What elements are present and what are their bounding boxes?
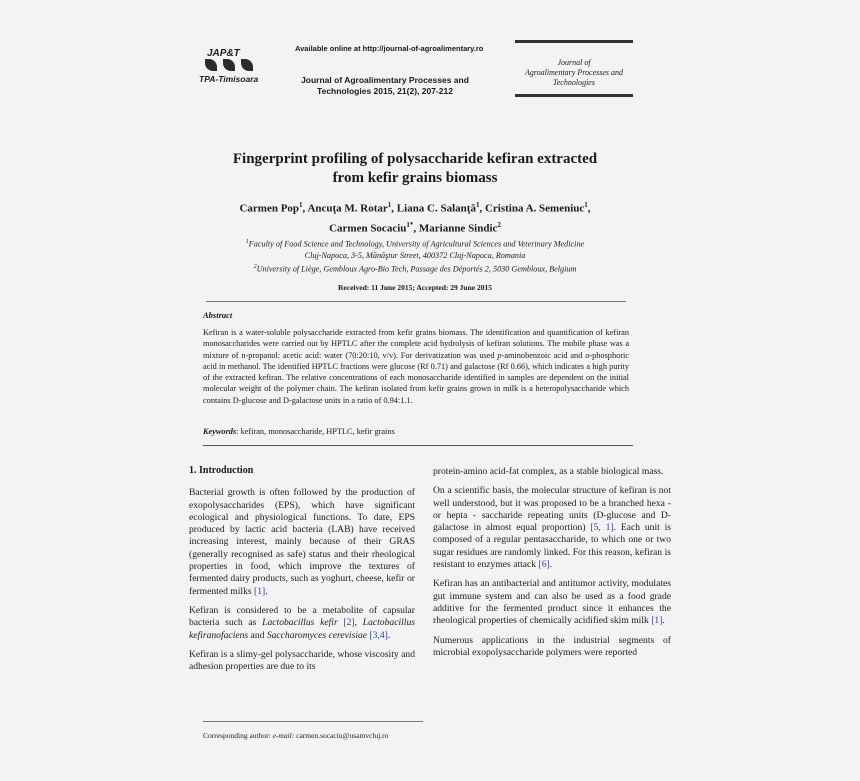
leaf-icon — [205, 59, 217, 71]
divider — [203, 445, 633, 446]
abstract-heading: Abstract — [203, 310, 233, 320]
paragraph: protein-amino acid-fat complex, as a stable biological mass. — [433, 466, 664, 477]
journal-logo — [193, 48, 265, 84]
author-name: Carmen Pop — [239, 202, 300, 215]
citation-link[interactable]: [3,4] — [369, 629, 388, 641]
left-column — [189, 465, 415, 680]
abstract-body — [203, 327, 629, 406]
author-name: , Cristina A. Semeniuc — [479, 202, 585, 215]
paragraph: Kefiran is a slimy-gel polysaccharide, whose viscosity and adhesion properties are due to its — [189, 648, 415, 673]
author-separator: , — [587, 202, 591, 215]
species-name: Lactobacillus kefiranofaciens — [189, 617, 415, 641]
abstract-text: -phosphoric acid in methanol. The identified HPTLC fractions were glucose (Rf 0.71) and galactose (Rf 0.66), which indicates a high purity of the extracted kefiran. The relative concentrations of each monosaccharide identified in samples are dependent on the initial molecular weight of the polymer chain. The kefiran isolated from kefir grains grown in milk is a heteropolysaccharide which contains D-glucose and D-galactose units in a ratio of 0.94:1.1. — [203, 350, 629, 405]
citation-link[interactable]: [5, 1] — [590, 522, 614, 534]
species-name: Lactobacillus kefir — [262, 617, 338, 629]
received-dates: Received: 11 June 2015; Accepted: 29 June 2015 — [338, 283, 492, 292]
author-affil-mark: 1* — [406, 220, 414, 229]
paragraph-text: . Each unit is composed of a regular pentasaccharide, to which one or two sugar residues are randomly linked. For this reason, kefiran is resistant to enzymes attack — [433, 522, 672, 571]
journal-citation — [270, 75, 500, 97]
paragraph: Numerous applications in the industrial segments of microbial exopolysaccharide polymers were reported — [433, 634, 671, 658]
author-name: Carmen Socaciu — [329, 222, 407, 235]
paragraph — [433, 578, 671, 627]
paragraph — [189, 487, 415, 598]
paragraph-text: Bacterial growth is often followed by the production of exopolysaccharides (EPS), which have significant ecological and physiological functions. To date, EPS produced by lactic acid bacteria (LAB) have received increasing interest, mainly because of their GRAS (generally recognised as safe) status and their rheological properties in food, which improve the textures of fermented dairy products, such as yoghurt, cheese, kefir or fermented milks — [189, 487, 415, 597]
affiliations — [190, 237, 640, 275]
abstract-text: -aminobenzoic acid and — [501, 350, 586, 360]
affil-mark: 2 — [253, 263, 257, 270]
author-list — [195, 197, 635, 236]
citation-link[interactable]: [1] — [651, 615, 663, 627]
abstract-italic: p — [497, 350, 502, 360]
citation-link[interactable]: [6] — [538, 559, 550, 571]
paragraph — [189, 605, 415, 642]
paragraph-text: and — [248, 629, 267, 641]
paragraph-text: On a scientific basis, the molecular structure of kefiran is not well understood, but it was proposed to be a branched hexa - or hepta - saccharide repeating units (D-glucose and D-galactose in almost equal proportion) — [433, 485, 671, 534]
section-heading: 1. Introduction — [189, 465, 254, 476]
paragraph-text: Kefiran is considered to be a metabolite of capsular bacteria such as — [189, 604, 415, 629]
keywords-label: Keywords — [203, 427, 237, 436]
logo-bottom-text: TPA-Timisoara — [199, 74, 259, 84]
keywords — [203, 427, 395, 436]
author-name: , Marianne Sindic — [413, 222, 498, 235]
affiliation-line — [190, 262, 640, 275]
author-name: , Liana C. Salanţă — [391, 202, 476, 215]
footnote-label: e-mail: — [272, 731, 295, 740]
affiliation-line: Cluj-Napoca, 3-5, Mănăştur Street, 400372 Cluj-Napoca, Romania — [304, 251, 526, 261]
journal-box-line: Journal of — [557, 58, 591, 67]
availability-line: Available online at http://journal-of-agroalimentary.ro — [295, 44, 484, 53]
paragraph-text: Kefiran has an antibacterial and antitumor activity, modulates gut immune system and can also be used as a food grade additive for the fermented product since it enhances the rheological properties of chemically acidified skim milk — [433, 578, 671, 627]
journal-citation-line: Technologies 2015, 21(2), 207-212 — [317, 86, 453, 96]
species-name: Saccharomyces cerevisiae — [266, 629, 368, 641]
corresponding-author — [203, 731, 388, 740]
paper-title — [190, 150, 640, 188]
citation-link[interactable]: [2] — [343, 617, 355, 629]
author-affil-mark: 2 — [497, 220, 501, 229]
author-affil-mark: 1 — [299, 201, 303, 209]
paragraph-text: . — [662, 615, 665, 627]
affiliation-text: Faculty of Food Science and Technology, University of Agricultural Sciences and Veterinary Medicine — [248, 239, 585, 249]
leaf-icon — [223, 59, 235, 71]
abstract-italic: o — [585, 350, 590, 360]
citation-link[interactable]: [1] — [254, 585, 266, 597]
paragraph-text: . — [549, 559, 553, 571]
author-line — [195, 217, 635, 237]
author-name: , Ancuţa M. Rotar — [302, 202, 388, 215]
author-affil-mark: 1 — [475, 201, 480, 209]
affil-mark: 1 — [245, 239, 249, 245]
leaf-icon — [241, 59, 253, 71]
journal-title-box — [515, 40, 633, 97]
logo-top-text: JAP&T — [207, 48, 240, 59]
author-affil-mark: 1 — [387, 201, 392, 209]
footnote-divider — [203, 721, 423, 722]
journal-citation-line: Journal of Agroalimentary Processes and — [301, 75, 469, 85]
paragraph-text: . — [265, 585, 268, 597]
paragraph — [433, 485, 671, 571]
journal-box-line: Agroalimentary Processes and — [524, 68, 624, 77]
journal-box-line: Technologies — [553, 78, 595, 87]
title-line: from kefir grains biomass — [332, 170, 498, 186]
paragraph-text: . — [387, 629, 391, 641]
divider — [206, 301, 626, 302]
right-column — [433, 466, 671, 666]
affiliation-line — [190, 237, 640, 250]
author-affil-mark: 1 — [584, 201, 588, 209]
title-line: Fingerprint profiling of polysaccharide kefiran extracted — [232, 151, 598, 167]
keywords-text: : kefiran, monosaccharide, HPTLC, kefir grains — [236, 427, 395, 436]
author-email: carmen.socaciu@usamvcluj.ro — [294, 731, 389, 740]
abstract-text: Kefiran is a water-soluble polysaccharide extracted from kefir grains biomass. The identification and quantification of kefiran monosaccharides were carried out by HPTLC after the complete acid hydrolysis of kefiran solutions. The mobile phase was a mixture of n-propanol: acetic acid: water (70:20:10, v/v). For derivatization was used — [203, 328, 629, 360]
author-line — [195, 197, 635, 217]
affiliation-text: University of Liège, Gembloux Agro-Bio Tech, Passage des Déportés 2, 5030 Gembloux, Belgium — [256, 264, 577, 274]
footnote-text: Corresponding author: — [203, 731, 273, 740]
paragraph-text: , — [354, 617, 363, 629]
